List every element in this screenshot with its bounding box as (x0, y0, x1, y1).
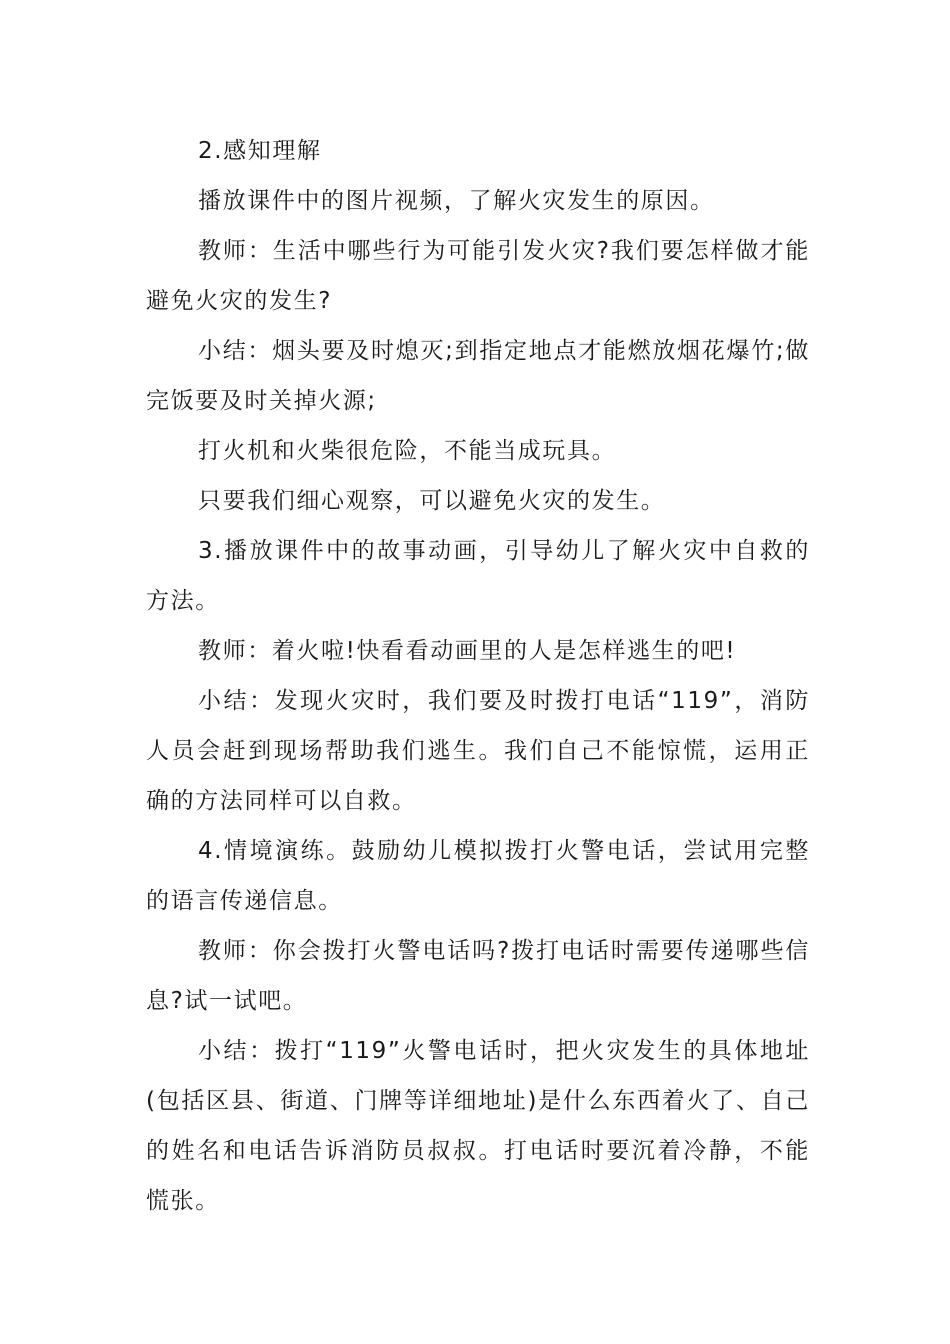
paragraph: 小结：烟头要及时熄灭;到指定地点才能燃放烟花爆竹;做完饭要及时关掉火源; (146, 338, 810, 414)
paragraph: 打火机和火柴很危险，不能当成玩具。 (198, 438, 617, 464)
paragraph: 小结：发现火灾时，我们要及时拨打电话“119”，消防人员会赶到现场帮助我们逃生。我们自己不能惊慌，运用正确的方法同样可以自救。 (146, 688, 810, 814)
paragraph: 教师：你会拨打火警电话吗?拨打电话时需要传递哪些信息?试一试吧。 (146, 938, 810, 1014)
section-heading-animation: 3.播放课件中的故事动画，引导幼儿了解火灾中自救的方法。 (146, 538, 810, 614)
paragraph: 小结：拨打“119”火警电话时，把火灾发生的具体地址(包括区县、街道、门牌等详细地址)是什么东西着火了、自己的姓名和电话告诉消防员叔叔。打电话时要沉着冷静，不能慌张。 (146, 1038, 810, 1214)
section-heading-drill: 4.情境演练。鼓励幼儿模拟拨打火警电话，尝试用完整的语言传递信息。 (146, 838, 810, 914)
paragraph: 播放课件中的图片视频，了解火灾发生的原因。 (198, 188, 715, 214)
paragraph: 只要我们细心观察，可以避免火灾的发生。 (198, 488, 666, 514)
paragraph: 教师：着火啦!快看看动画里的人是怎样逃生的吧! (198, 638, 737, 664)
section-heading-perception: 2.感知理解 (198, 138, 322, 164)
document-body (146, 126, 810, 1226)
paragraph: 教师：生活中哪些行为可能引发火灾?我们要怎样做才能避免火灾的发生? (146, 238, 810, 314)
